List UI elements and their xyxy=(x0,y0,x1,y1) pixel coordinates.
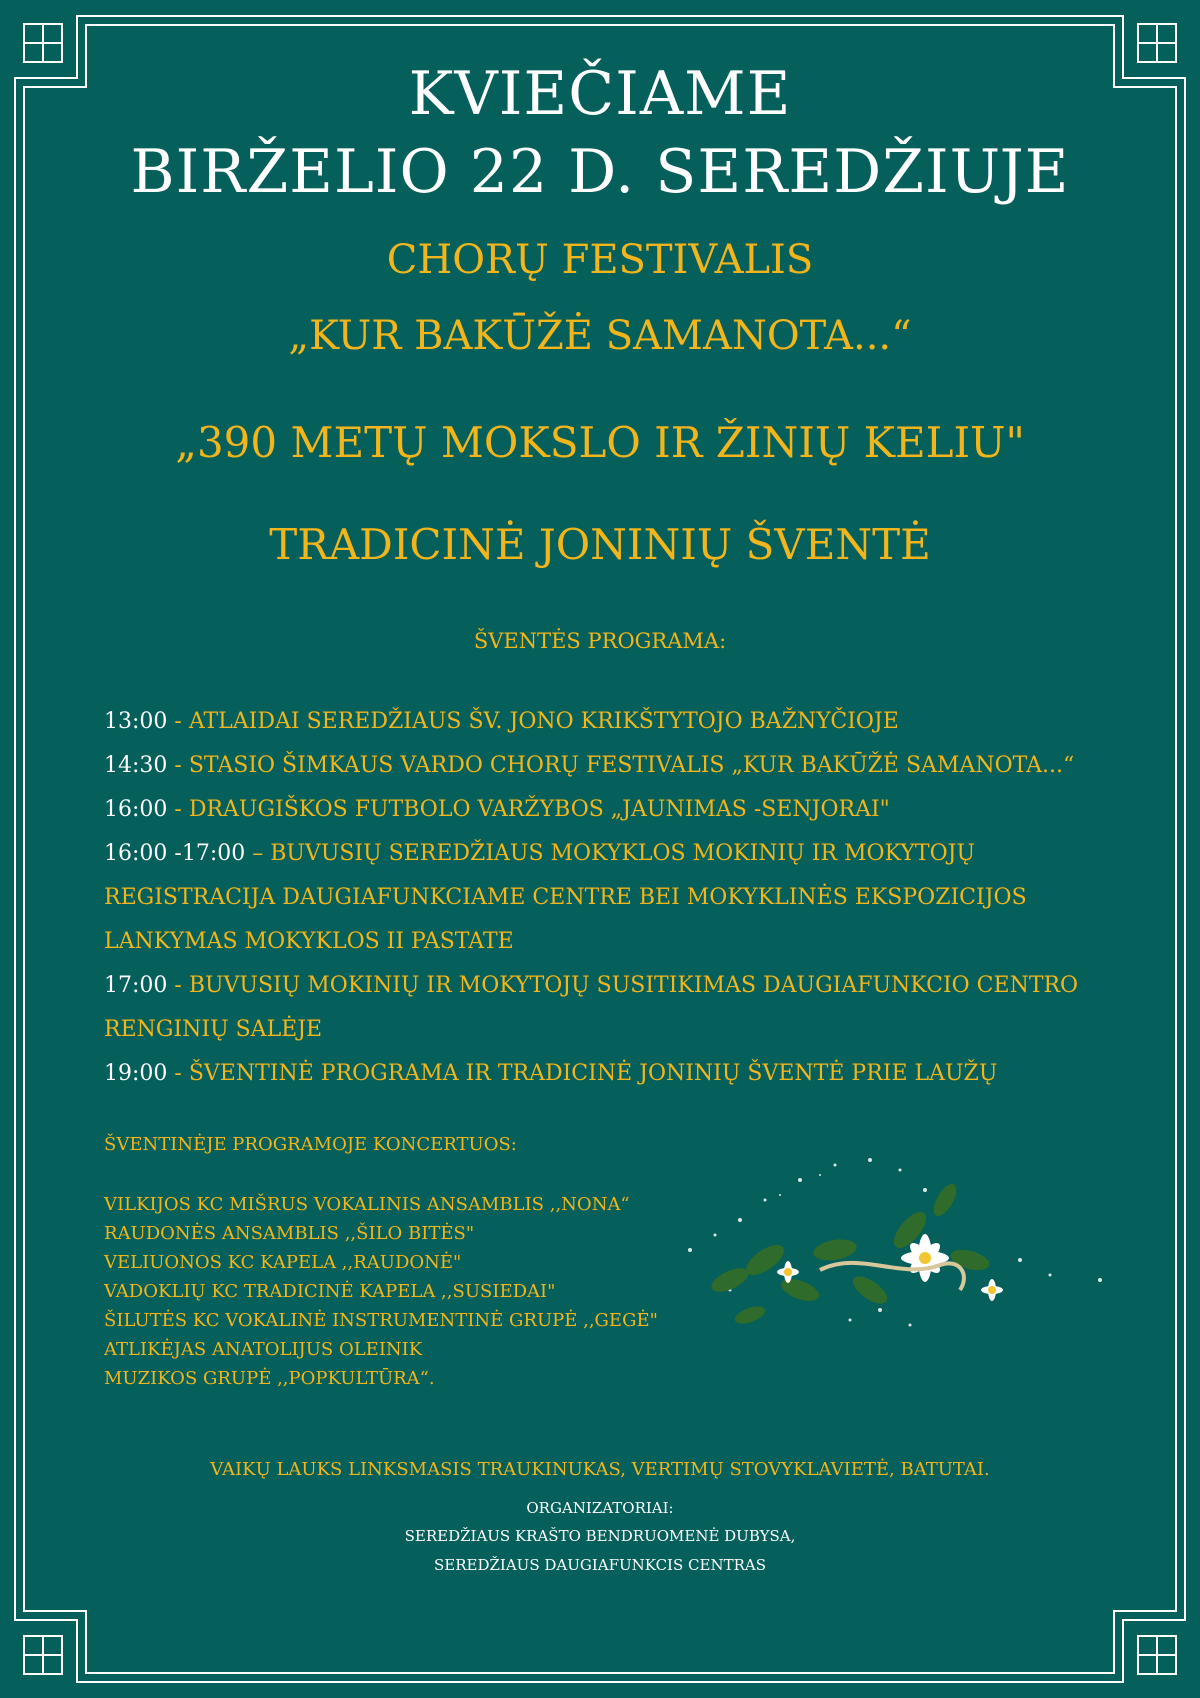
schedule-text: – BUVUSIŲ SEREDŽIAUS MOKYKLOS MOKINIŲ IR MOKYTOJŲ xyxy=(245,841,976,866)
program-heading: ŠVENTĖS PROGRAMA: xyxy=(473,629,727,653)
schedule-row xyxy=(104,744,1104,788)
schedule-time: 13:00 xyxy=(104,709,168,734)
schedule-text: - ATLAIDAI SEREDŽIAUS ŠV. JONO KRIKŠTYTOJO BAŽNYČIOJE xyxy=(167,709,899,734)
schedule-list xyxy=(104,700,1104,1096)
schedule-row xyxy=(104,1008,1104,1052)
performer-item: VELIUONOS KC KAPELA ,,RAUDONĖ" xyxy=(104,1252,462,1273)
schedule-text: - DRAUGIŠKOS FUTBOLO VARŽYBOS „JAUNIMAS -SENJORAI" xyxy=(167,797,890,822)
schedule-row xyxy=(104,1052,1104,1096)
schedule-time: 19:00 xyxy=(104,1061,168,1086)
performer-item: VILKIJOS KC MIŠRUS VOKALINIS ANSAMBLIS ,,NONA“ xyxy=(104,1194,630,1215)
anniversary-motto: „390 METŲ MOKSLO IR ŽINIŲ KELIU" xyxy=(175,418,1025,467)
schedule-text: RENGINIŲ SALĖJE xyxy=(104,1017,323,1042)
performer-item: ŠILUTĖS KC VOKALINĖ INSTRUMENTINĖ GRUPĖ ,,GEGĖ" xyxy=(104,1310,658,1331)
invite-heading: KVIEČIAME xyxy=(408,59,792,129)
schedule-row xyxy=(104,700,1104,744)
performer-item: ATLIKĖJAS ANATOLIJUS OLEINIK xyxy=(104,1339,423,1360)
festival-title: CHORŲ FESTIVALIS xyxy=(386,237,814,283)
organizer-line: SEREDŽIAUS KRAŠTO BENDRUOMENĖ DUBYSA, xyxy=(404,1527,796,1545)
schedule-time: 16:00 xyxy=(104,797,168,822)
schedule-row xyxy=(104,832,1104,876)
kids-activities-note: VAIKŲ LAUKS LINKSMASIS TRAUKINUKAS, VERTIMŲ STOVYKLAVIETĖ, BATUTAI. xyxy=(210,1459,990,1480)
schedule-text: - BUVUSIŲ MOKINIŲ IR MOKYTOJŲ SUSITIKIMAS DAUGIAFUNKCIO CENTRO xyxy=(167,973,1079,998)
schedule-row xyxy=(104,920,1104,964)
daisy-leaf-bouquet-icon xyxy=(670,1140,1120,1340)
schedule-time: 16:00 -17:00 xyxy=(104,841,246,866)
festival-name: „KUR BAKŪŽĖ SAMANOTA...“ xyxy=(288,313,912,359)
holiday-title: TRADICINĖ JONINIŲ ŠVENTĖ xyxy=(269,520,931,569)
organizers-heading: ORGANIZATORIAI: xyxy=(526,1499,674,1517)
schedule-row xyxy=(104,788,1104,832)
performer-item: RAUDONĖS ANSAMBLIS ,,ŠILO BITĖS" xyxy=(104,1223,475,1244)
schedule-row xyxy=(104,876,1104,920)
schedule-text: LANKYMAS MOKYKLOS II PASTATE xyxy=(104,929,514,954)
schedule-text: REGISTRACIJA DAUGIAFUNKCIAME CENTRE BEI MOKYKLINĖS EKSPOZICIJOS xyxy=(104,885,1027,910)
schedule-time: 14:30 xyxy=(104,753,168,778)
schedule-row xyxy=(104,964,1104,1008)
organizer-line: SEREDŽIAUS DAUGIAFUNKCIS CENTRAS xyxy=(434,1556,766,1574)
concert-heading: ŠVENTINĖJE PROGRAMOJE KONCERTUOS: xyxy=(104,1134,517,1155)
performer-item: MUZIKOS GRUPĖ ,,POPKULTŪRA“. xyxy=(104,1368,435,1389)
schedule-text: - STASIO ŠIMKAUS VARDO CHORŲ FESTIVALIS „KUR BAKŪŽĖ SAMANOTA...“ xyxy=(167,753,1075,778)
schedule-text: - ŠVENTINĖ PROGRAMA IR TRADICINĖ JONINIŲ ŠVENTĖ PRIE LAUŽŲ xyxy=(167,1061,998,1086)
date-place-heading: BIRŽELIO 22 D. SEREDŽIUJE xyxy=(130,137,1070,207)
schedule-time: 17:00 xyxy=(104,973,168,998)
performer-item: VADOKLIŲ KC TRADICINĖ KAPELA ,,SUSIEDAI" xyxy=(104,1281,556,1302)
performer-list xyxy=(104,1190,658,1393)
